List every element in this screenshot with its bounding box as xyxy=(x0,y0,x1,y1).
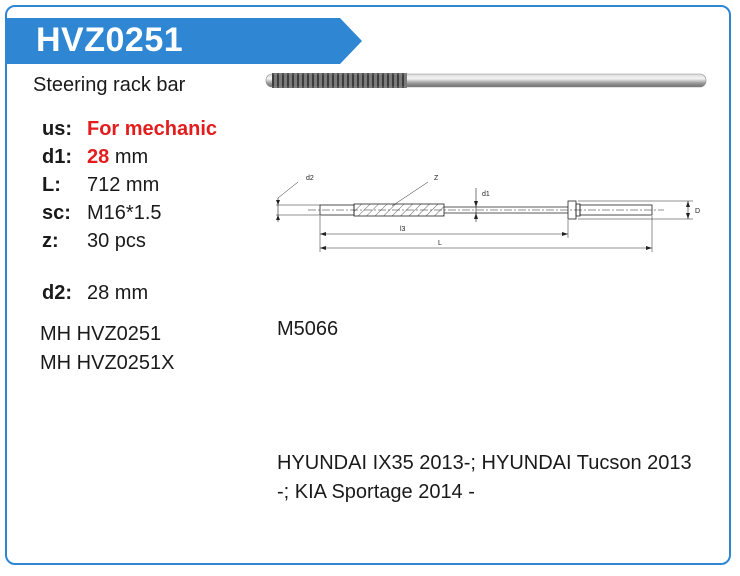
label-d1: d1 xyxy=(482,191,490,198)
spec-value: 28 mm xyxy=(87,282,149,304)
reference-item: MH HVZ0251 xyxy=(40,323,162,345)
oem-number: M5066 xyxy=(277,318,339,340)
vehicle-applications: HYUNDAI IX35 2013-; HYUNDAI Tucson 2013 -; KIA Sportage 2014 - xyxy=(277,452,692,503)
spec-value xyxy=(87,143,148,171)
product-name: Steering rack bar xyxy=(33,74,186,96)
spec-key: z: xyxy=(42,230,59,252)
spec-key: sc: xyxy=(42,202,71,224)
spec-value-number: 28 xyxy=(87,146,110,168)
product-code: HVZ0251 xyxy=(36,21,184,59)
reference-item: MH HVZ0251X xyxy=(40,352,175,374)
spec-value: For mechanic xyxy=(87,118,218,140)
label-l3: l3 xyxy=(400,226,406,233)
label-L: L xyxy=(438,240,442,247)
label-z: Z xyxy=(434,175,439,182)
spec-value: 30 pcs xyxy=(87,230,146,252)
spec-key: us: xyxy=(42,118,72,140)
technical-drawing xyxy=(268,170,708,256)
label-D: D xyxy=(695,208,701,215)
spec-value-unit: mm xyxy=(114,146,149,168)
product-code-banner xyxy=(6,18,362,64)
spec-key: d2: xyxy=(42,282,72,304)
label-d2: d2 xyxy=(306,175,314,182)
spec-key: d1: xyxy=(42,146,72,168)
spec-value: 712 mm xyxy=(87,174,160,196)
spec-value: M16*1.5 xyxy=(87,202,162,224)
spec-key: L: xyxy=(42,174,61,196)
reference-list xyxy=(40,320,175,378)
rack-bar-photo xyxy=(262,66,712,96)
